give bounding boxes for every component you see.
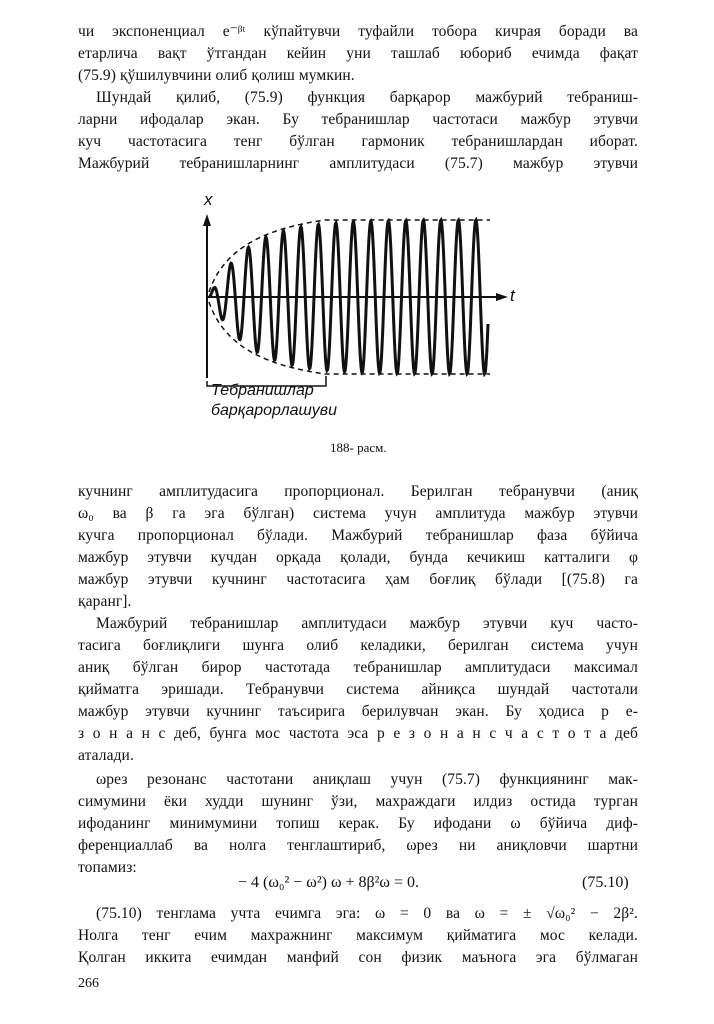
- text-line: (75.10) тенглама учта ечимга эга: ω = 0 ва ω = ± √ω₀² − 2β².: [96, 905, 638, 922]
- figure-caption: 188- расм.: [330, 440, 387, 455]
- text-line: ω₀ ва β га эга бўлган) система учун амплитуда мажбур этувчи: [78, 505, 638, 522]
- text-line: тасига боғлиқлиги шунга олиб келадики, берилган система учун: [78, 637, 638, 654]
- text-line: мажбур этувчи кучдан орқада қолади, бунда кечикиш катталиги φ: [78, 549, 638, 566]
- y-axis-arrow: [203, 214, 211, 226]
- text-line: ларни ифодалар экан. Бу тебранишлар частотаси мажбур этувчи: [78, 111, 638, 128]
- page-number: 266: [78, 976, 99, 991]
- text-line: ωрез резонанс частотани аниқлаш учун (75.7) функциянинг мак-: [96, 771, 638, 788]
- text-line: (75.9) қўшилувчини олиб қолиш мумкин.: [78, 67, 355, 84]
- annotation-line-1: Тебранишлар: [211, 382, 314, 399]
- equation-number: (75.10): [582, 874, 629, 891]
- text-line: кучга пропорционал бўлади. Мажбурий тебранишлар фаза бўйича: [78, 527, 638, 544]
- text-line: аниқ бўлган бирор частотада тебранишлар амплитудаси максимал: [78, 659, 638, 676]
- text-line: Мажбурий тебранишларнинг амплитудаси (75.7) мажбур этувчи: [78, 155, 638, 172]
- x-axis-label: t: [510, 286, 515, 305]
- text-line: Мажбурий тебранишлар амплитудаси мажбур этувчи куч часто-: [96, 615, 638, 632]
- text-line: симумини ёки худди шунинг ўзи, махраждаги илдиз остида турган: [78, 793, 638, 810]
- text-line: қийматга эришади. Тебранувчи система айниқса шундай частотали: [78, 681, 638, 698]
- text-line: мажбур этувчи кучнинг частотасига ҳам боғлиқ бўлади [(75.8) га: [78, 571, 638, 588]
- y-axis-label: x: [204, 190, 213, 209]
- text-line: з о н а н с деб, бунга мос частота эса р е з о н а н с ч а с т о т а деб: [78, 725, 638, 742]
- annotation-line-2: барқарорлашуви: [211, 402, 338, 419]
- text-line: Нолга тенг ечим махражнинг максимум қийматига мос келади.: [78, 927, 638, 944]
- text-line: аталади.: [78, 747, 134, 764]
- text-line: етарлича вақт ўтгандан кейин уни ташлаб юбориб ечимда фақат: [78, 45, 638, 62]
- oscillation-figure: [0, 0, 714, 460]
- text-line: чи экспоненциал e⁻ᵝᵗ кўпайтувчи туфайли тобора кичрая боради ва: [78, 23, 638, 40]
- text-line: қаранг].: [78, 593, 132, 610]
- text-line: Шундай қилиб, (75.9) функция барқарор мажбурий тебраниш-: [96, 89, 638, 106]
- text-line: ференциаллаб ва нолга тенглаштириб, ωрез ни аниқловчи шартни: [78, 837, 638, 854]
- text-line: мажбур этувчи кучнинг таъсирига берилувчан экан. Бу ҳодиса р е-: [78, 703, 638, 720]
- equation-expression: − 4 (ω₀² − ω²) ω + 8β²ω = 0.: [238, 874, 419, 891]
- text-line: ифоданинг минимумини топиш керак. Бу ифодани ω бўйича диф-: [78, 815, 638, 832]
- text-line: топамиз:: [78, 859, 137, 876]
- text-line: куч частотасига тенг бўлган гармоник тебранишлардан иборат.: [78, 133, 638, 150]
- text-line: кучнинг амплитудасига пропорционал. Берилган тебранувчи (аниқ: [78, 483, 638, 500]
- text-line: Қолган иккита ечимдан манфий сон физик маънога эга бўлмаган: [78, 949, 638, 966]
- x-axis-arrow: [496, 293, 508, 301]
